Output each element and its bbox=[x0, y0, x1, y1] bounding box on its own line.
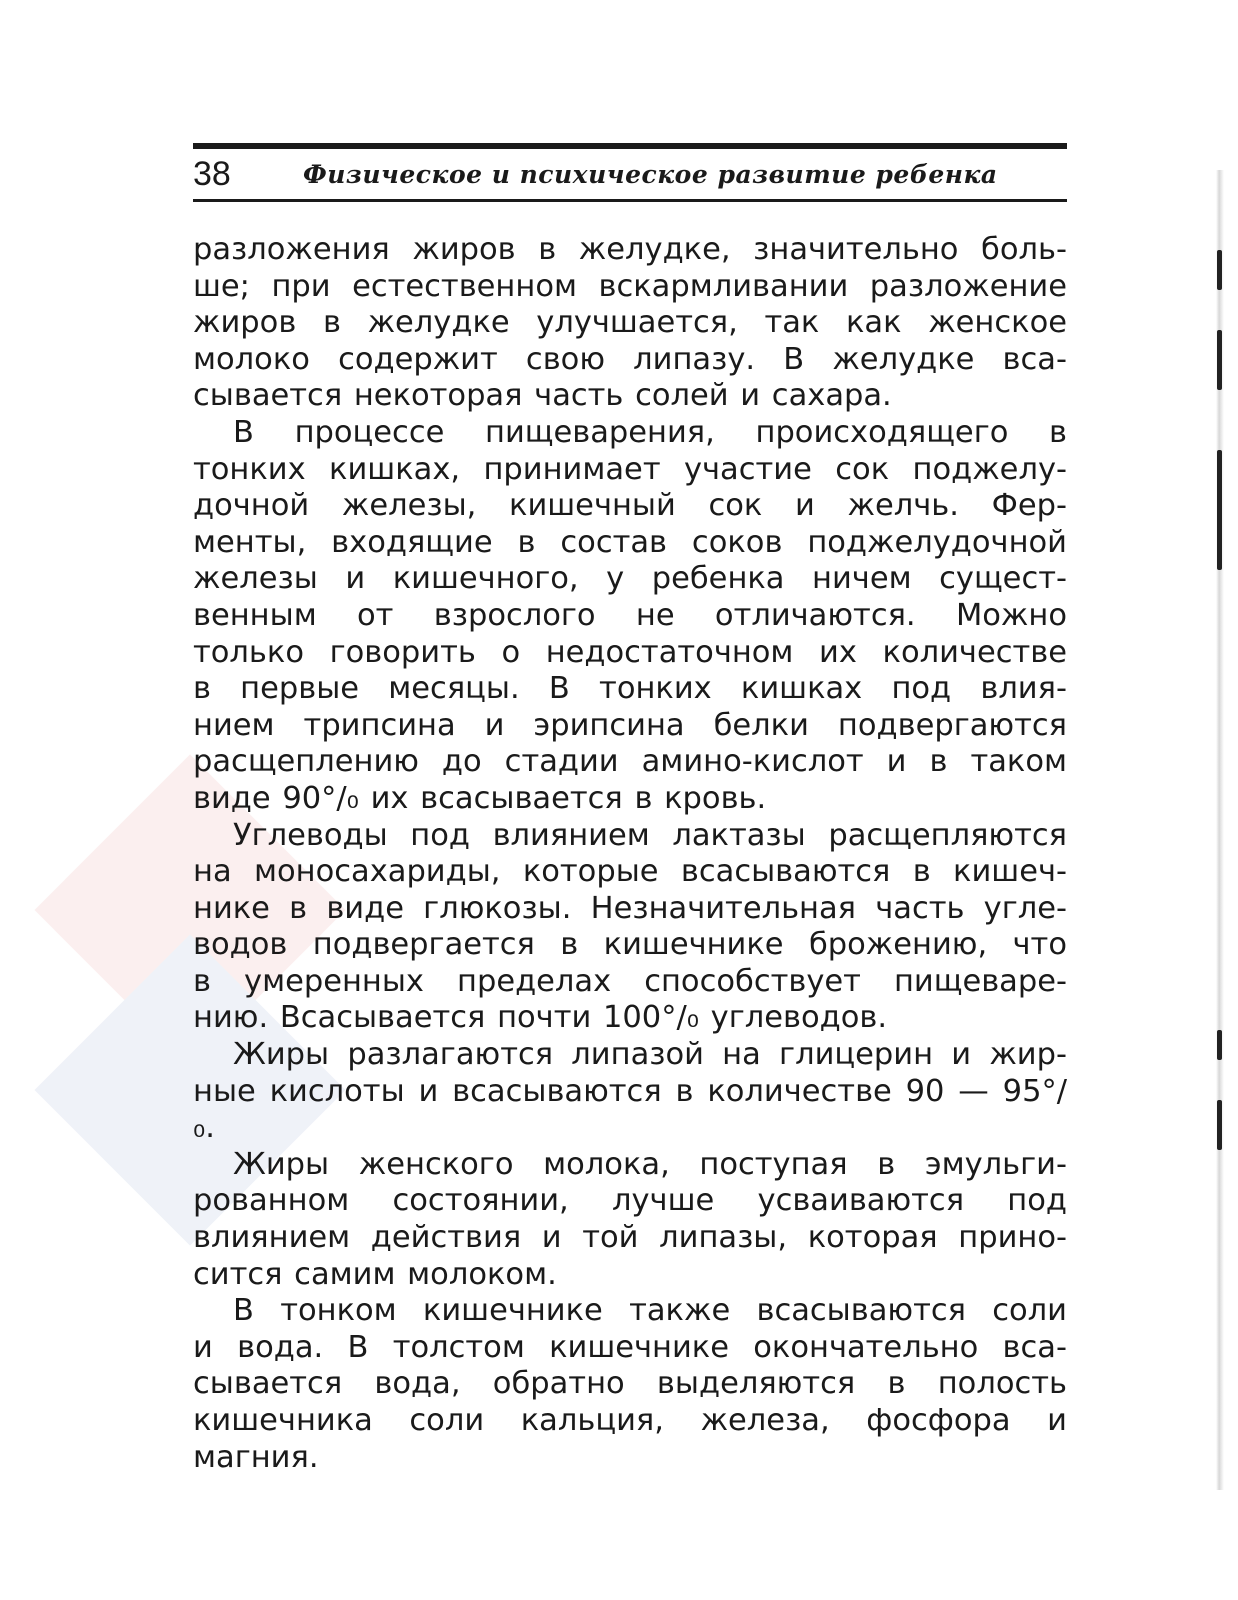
text-line: нием трипсина и эрипсина белки подвергаются bbox=[193, 707, 1067, 743]
text-line: в первые месяцы. В тонких кишках под влия- bbox=[193, 671, 1067, 707]
text-line: водов подвергается в кишечнике брожению, что bbox=[193, 927, 1067, 963]
text-line: менты, входящие в состав соков поджелудочной bbox=[193, 524, 1067, 560]
text-line: Жиры разлагаются липазой на глицерин и жир- bbox=[233, 1037, 1067, 1073]
text-line: сывается некоторая часть солей и сахара. bbox=[193, 378, 892, 414]
page-number: 38 bbox=[193, 154, 231, 193]
scan-edge bbox=[1216, 170, 1224, 1490]
text-line: В тонком кишечнике также всасываются соли bbox=[233, 1293, 1067, 1329]
running-title: Физическое и психическое развитие ребенка bbox=[303, 159, 998, 189]
text-line: расщеплению до стадии амино-кислот и в таком bbox=[193, 744, 1067, 780]
text-line: разложения жиров в желудке, значительно боль- bbox=[193, 232, 1067, 267]
text-line: сывается вода, обратно выделяются в полость bbox=[193, 1366, 1067, 1402]
text-line: молоко содержит свою липазу. В желудке вса- bbox=[193, 341, 1067, 377]
text-line: дочной железы, кишечный сок и желчь. Фер- bbox=[193, 488, 1067, 524]
text-line: и вода. В толстом кишечнике окончательно вса- bbox=[193, 1329, 1067, 1365]
text-line: Жиры женского молока, поступая в эмульги- bbox=[233, 1146, 1067, 1182]
header-rule-bottom bbox=[193, 199, 1067, 202]
text-line: влиянием действия и той липазы, которая прино- bbox=[193, 1220, 1067, 1256]
text-line: тонких кишках, принимает участие сок поджелу- bbox=[193, 451, 1067, 487]
text-line: жиров в желудке улучшается, так как женское bbox=[193, 305, 1067, 341]
text-line: только говорить о недостаточном их количестве bbox=[193, 634, 1067, 670]
text-line: нию. Всасывается почти 100°/₀ углеводов. bbox=[193, 1000, 888, 1036]
text-line: нике в виде глюкозы. Незначительная часть угле- bbox=[193, 890, 1067, 926]
text-line: сится самим молоком. bbox=[193, 1256, 557, 1292]
text-line: кишечника соли кальция, железа, фосфора и bbox=[193, 1403, 1067, 1438]
text-line: на моносахариды, которые всасываются в кишеч- bbox=[193, 854, 1067, 890]
text-line: Углеводы под влиянием лактазы расщепляются bbox=[233, 817, 1067, 853]
text-line: железы и кишечного, у ребенка ничем сущест- bbox=[193, 561, 1067, 597]
text-line: ные кислоты и всасываются в количестве 90 — 95°/₀. bbox=[193, 1073, 1067, 1146]
text-line: в умеренных пределах способствует пищеваре- bbox=[193, 963, 1067, 999]
text-line: В процессе пищеварения, происходящего в bbox=[233, 414, 1067, 450]
text-line: магния. bbox=[193, 1439, 319, 1475]
running-header bbox=[193, 150, 1067, 198]
body-text bbox=[193, 232, 1067, 1476]
text-line: ше; при естественном вскармливании разложение bbox=[193, 268, 1067, 304]
header-rule-top bbox=[193, 143, 1067, 149]
text-line: виде 90°/₀ их всасывается в кровь. bbox=[193, 780, 767, 816]
text-line: рованном состоянии, лучше усваиваются под bbox=[193, 1183, 1067, 1219]
text-line: венным от взрослого не отличаются. Можно bbox=[193, 597, 1067, 633]
